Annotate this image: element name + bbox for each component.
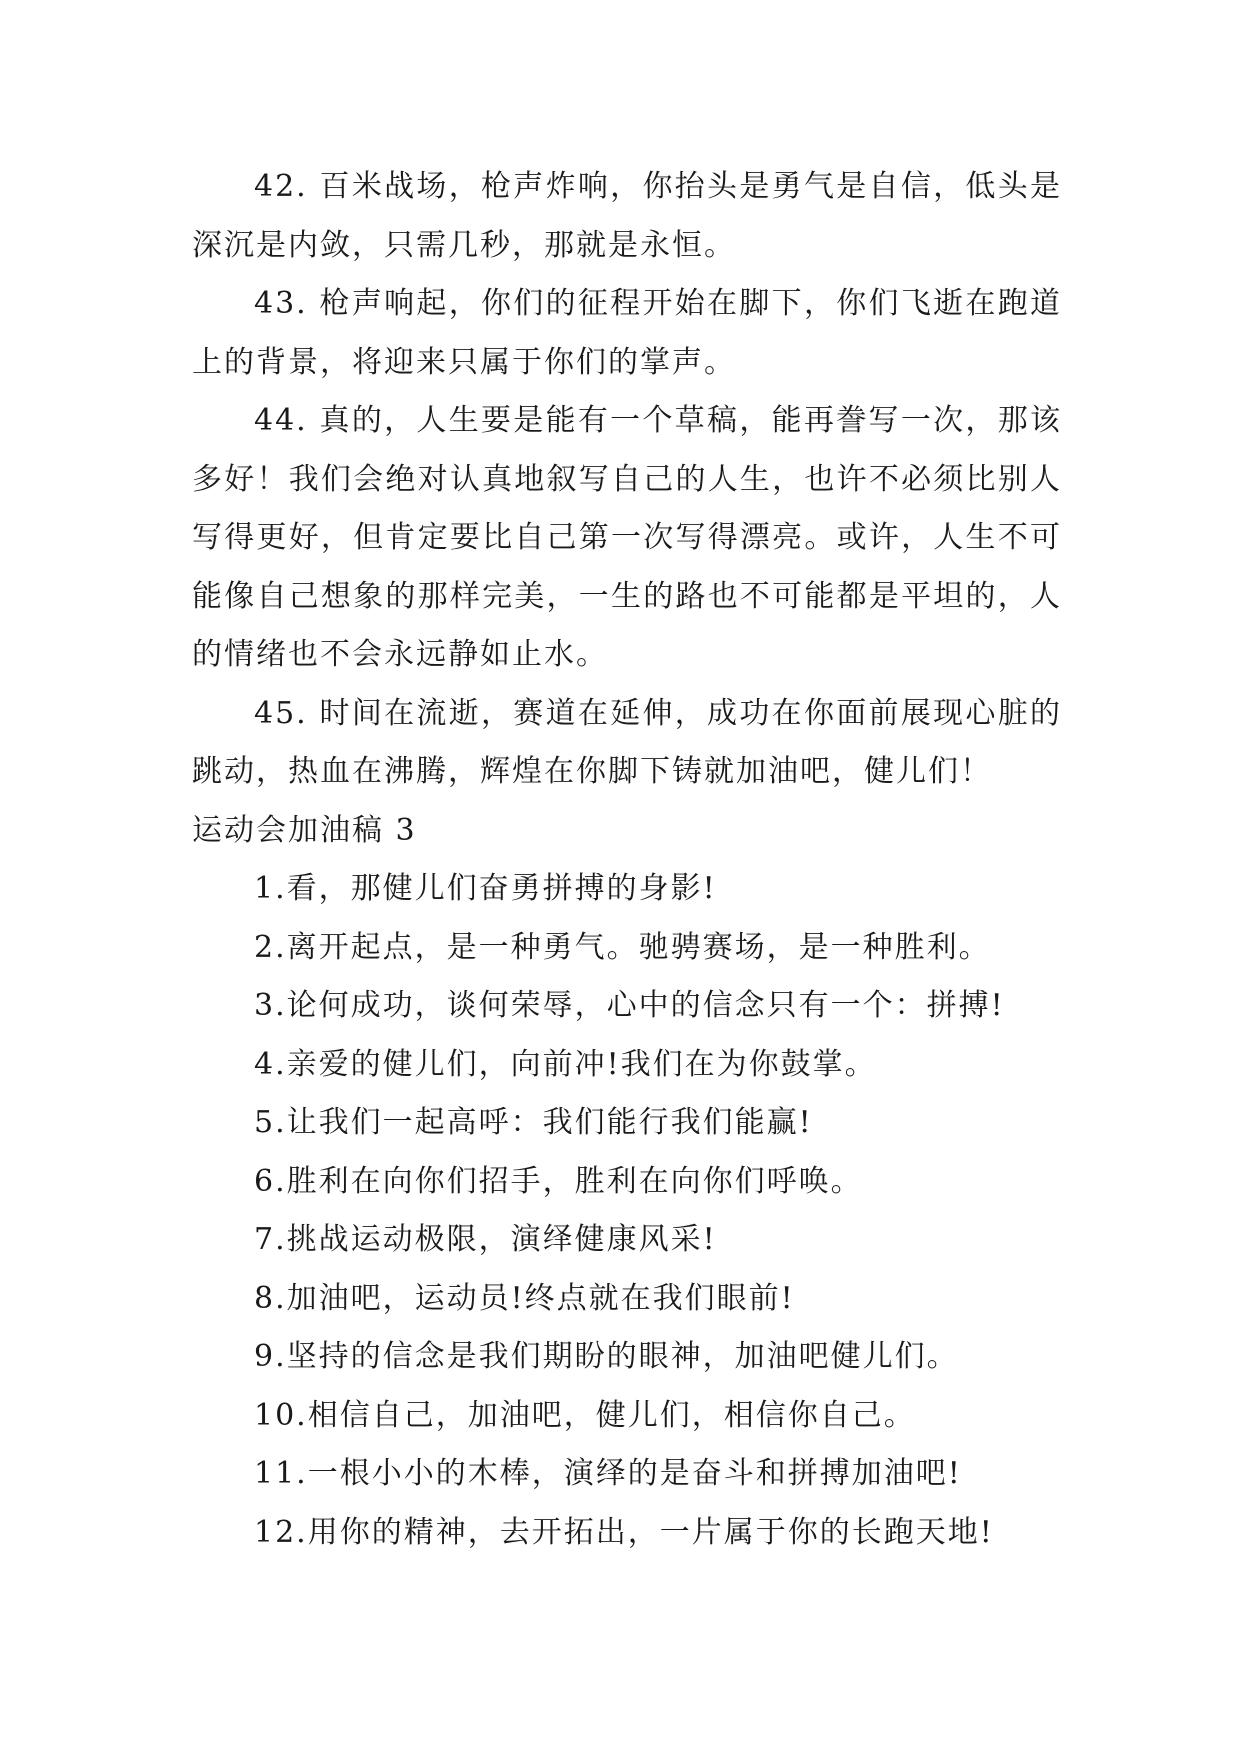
paragraph-42: 42. 百米战场，枪声炸响，你抬头是勇气是自信，低头是深沉是内敛，只需几秒，那就是永恒。 <box>192 169 1062 263</box>
list-item: 11.一根小小的木棒，演绎的是奋斗和拼搏加油吧! <box>254 1456 962 1491</box>
list-item: 1.看，那健儿们奋勇拼搏的身影! <box>254 871 717 906</box>
list-item: 3.论何成功，谈何荣辱，心中的信念只有一个：拼搏! <box>254 988 1005 1023</box>
list-item: 12.用你的精神，去开拓出，一片属于你的长跑天地! <box>254 1514 994 1550</box>
list-item: 4.亲爱的健儿们，向前冲!我们在为你鼓掌。 <box>254 1046 877 1082</box>
list-item: 2.离开起点，是一种勇气。驰骋赛场，是一种胜利。 <box>254 929 991 965</box>
document-body <box>192 158 1062 1562</box>
paragraph-45: 45. 时间在流逝，赛道在延伸，成功在你面前展现心脏的跳动，热血在沸腾，辉煌在你脚下铸就加油吧，健儿们！ <box>192 695 1062 789</box>
list-item: 9.坚持的信念是我们期盼的眼神，加油吧健儿们。 <box>254 1339 959 1374</box>
section-title: 运动会加油稿 3 <box>192 812 417 848</box>
paragraph-44: 44. 真的，人生要是能有一个草稿，能再誊写一次，那该多好！我们会绝对认真地叙写自己的人生，也许不必须比别人写得更好，但肯定要比自己第一次写得漂亮。或许，人生不可能像自己想象的那样完美，一生的路也不可能都是平坦的，人的情绪也不会永远静如止水。 <box>192 403 1062 672</box>
list-item: 7.挑战运动极限，演绎健康风采! <box>254 1222 717 1257</box>
list-item: 6.胜利在向你们招手，胜利在向你们呼唤。 <box>254 1163 863 1199</box>
list-item: 5.让我们一起高呼：我们能行我们能赢! <box>254 1105 813 1140</box>
list-item: 8.加油吧，运动员!终点就在我们眼前! <box>254 1280 795 1316</box>
list-item: 10.相信自己，加油吧，健儿们，相信你自己。 <box>254 1397 916 1433</box>
paragraph-43: 43. 枪声响起，你们的征程开始在脚下，你们飞逝在跑道上的背景，将迎来只属于你们的掌声。 <box>192 286 1062 380</box>
